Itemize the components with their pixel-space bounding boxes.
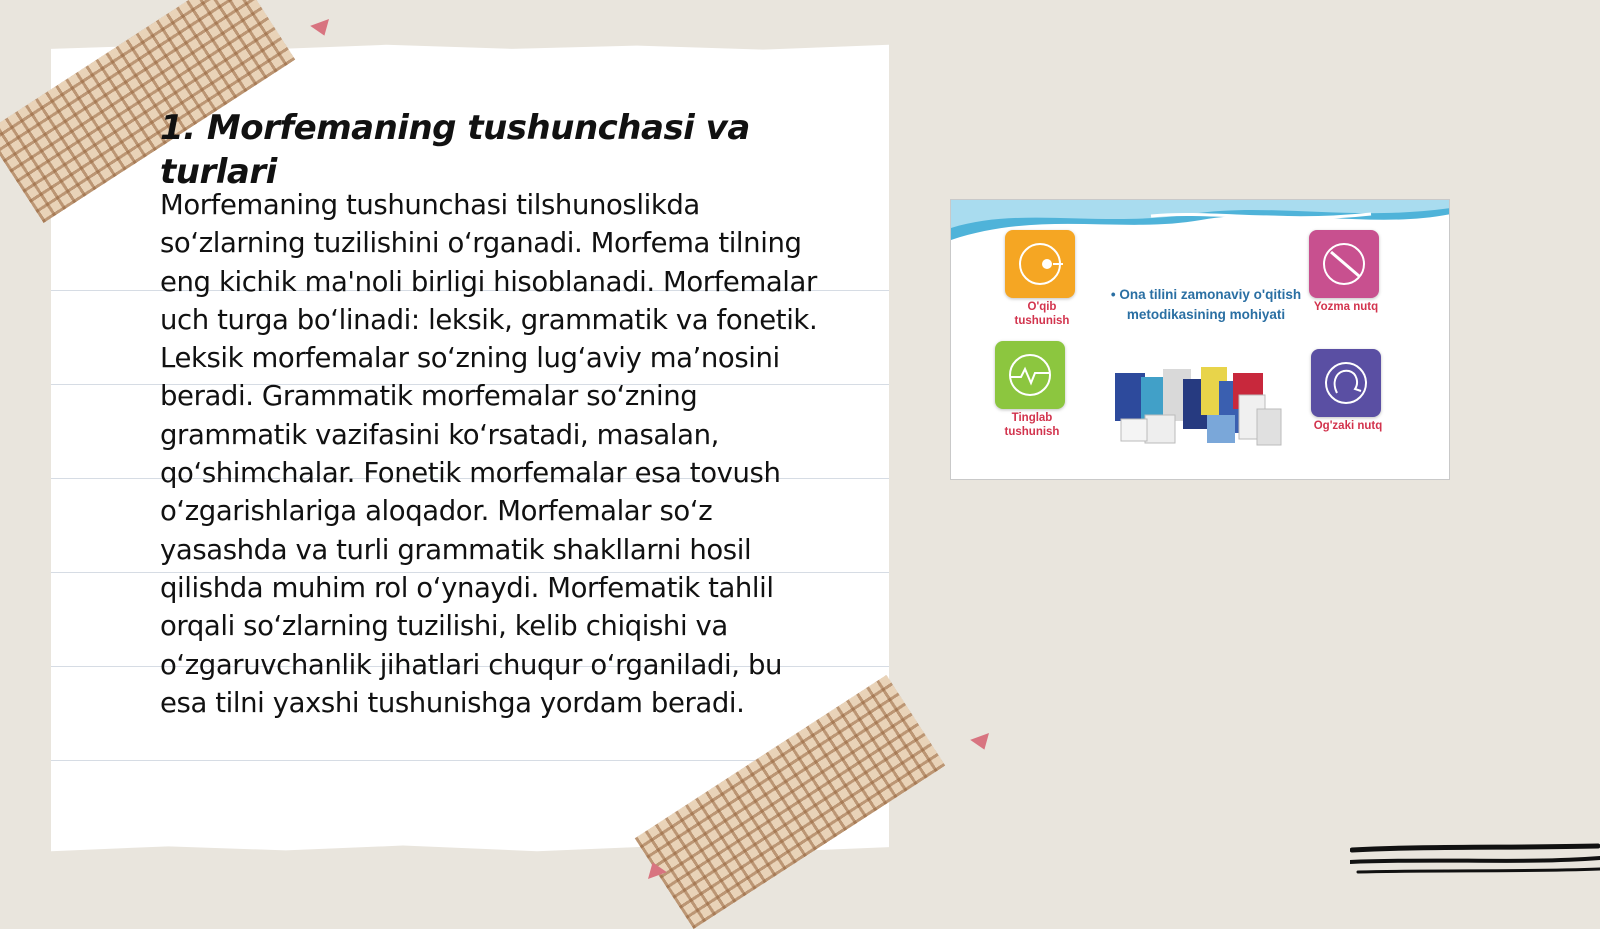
tile-speaking-label: Og'zaki nutq [1313, 420, 1383, 432]
eye-icon [1015, 240, 1065, 288]
slide-body-text: Morfemaning tushunchasi tilshunoslikda so‘zlarning tuzilishini o‘rganadi. Morfema tilning eng kichik ma'noli birligi hisoblanadi. Morfemalar uch turga bo‘linadi: leksik, grammatik va fonetik. Leksik morfemalar so‘zning lug‘aviy ma’nosini beradi. Grammatik morfemalar so‘zning grammatik vazifasini ko‘rsatadi, masalan, qo‘shimchalar. Fonetik morfemalar esa tovush o‘zgarishlariga aloqador. Morfemalar so‘z yasashda va turli grammatik shakllarni hosil qilishda muhim rol o‘ynaydi. Morfematik tahlil orqali so‘zlarning tuzilishi, kelib chiqishi va o‘zgaruvchanlik jihatlari chuqur o‘rganiladi, bu esa tilni yaxshi tushunishga yordam beradi. [160, 189, 818, 719]
pen-icon [1319, 240, 1369, 288]
pin-bottom-right-icon [970, 733, 994, 753]
textbooks-icon [1111, 365, 1291, 455]
tile-listening [995, 341, 1069, 439]
slide-title: 1. Morfemaning tushunchasi va turlari [160, 108, 750, 192]
language-skills-figure [950, 199, 1450, 480]
tile-speaking-box [1311, 349, 1381, 417]
figure-center-text: • Ona tilini zamonaviy o'qitish metodikasining mohiyati [1110, 287, 1302, 322]
pin-top-icon [310, 19, 334, 39]
tile-reading-label: O'qib tushunish [1014, 301, 1070, 327]
speaking-head-icon [1321, 359, 1371, 407]
tile-writing-label: Yozma nutq [1313, 301, 1379, 313]
decorative-brush-strokes-icon [1350, 842, 1600, 882]
tile-reading-box [1005, 230, 1075, 298]
tile-listening-box [995, 341, 1065, 409]
tile-reading [1005, 230, 1079, 328]
tile-speaking [1311, 349, 1385, 433]
ear-icon [1005, 351, 1055, 399]
tile-listening-label: Tinglab tushunish [1004, 412, 1060, 438]
